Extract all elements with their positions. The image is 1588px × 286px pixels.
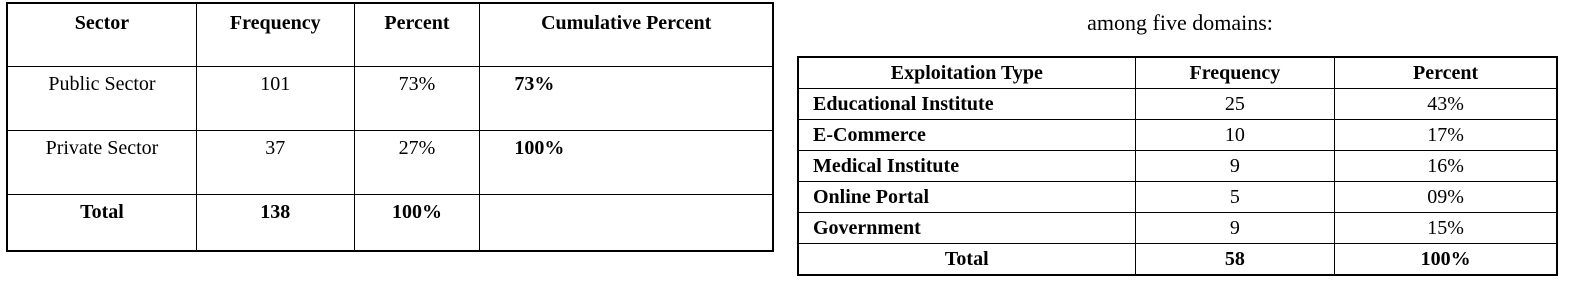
table-total-row <box>7 195 773 251</box>
cell-type: Government <box>798 213 1135 244</box>
cell-cumulative: 73% <box>480 67 773 131</box>
table-header-row <box>7 3 773 67</box>
cell-sector: Public Sector <box>7 67 196 131</box>
cell-frequency: 10 <box>1135 120 1335 151</box>
cell-type: Educational Institute <box>798 89 1135 120</box>
cell-frequency: 25 <box>1135 89 1335 120</box>
cell-total-percent: 100% <box>354 195 480 251</box>
header-cumulative-percent: Cumulative Percent <box>480 3 773 67</box>
header-exploitation-type: Exploitation Type <box>798 57 1135 89</box>
cell-type: Online Portal <box>798 182 1135 213</box>
cell-total-label: Total <box>798 244 1135 276</box>
cell-frequency: 9 <box>1135 213 1335 244</box>
cell-total-percent: 100% <box>1335 244 1557 276</box>
sector-table <box>6 2 774 252</box>
cell-frequency: 101 <box>196 67 354 131</box>
cell-type: Medical Institute <box>798 151 1135 182</box>
cell-sector: Private Sector <box>7 131 196 195</box>
table-row <box>798 182 1557 213</box>
table-row <box>798 120 1557 151</box>
cell-percent: 09% <box>1335 182 1557 213</box>
cell-percent: 15% <box>1335 213 1557 244</box>
cell-cumulative: 100% <box>480 131 773 195</box>
exploitation-table <box>797 56 1558 276</box>
cell-percent: 27% <box>354 131 480 195</box>
cell-total-label: Total <box>7 195 196 251</box>
table-caption: among five domains: <box>1087 10 1273 35</box>
header-frequency: Frequency <box>1135 57 1335 89</box>
header-percent: Percent <box>1335 57 1557 89</box>
cell-total-cumulative <box>480 195 773 251</box>
cell-total-frequency: 58 <box>1135 244 1335 276</box>
table-total-row <box>798 244 1557 276</box>
cell-percent: 17% <box>1335 120 1557 151</box>
table-row <box>7 131 773 195</box>
table-header-row <box>798 57 1557 89</box>
table-row <box>798 89 1557 120</box>
table-row <box>798 151 1557 182</box>
table-row <box>7 67 773 131</box>
header-percent: Percent <box>354 3 480 67</box>
header-frequency: Frequency <box>196 3 354 67</box>
cell-frequency: 5 <box>1135 182 1335 213</box>
cell-total-frequency: 138 <box>196 195 354 251</box>
cell-type: E-Commerce <box>798 120 1135 151</box>
header-sector: Sector <box>7 3 196 67</box>
cell-percent: 73% <box>354 67 480 131</box>
cell-frequency: 9 <box>1135 151 1335 182</box>
cell-percent: 43% <box>1335 89 1557 120</box>
table-row <box>798 213 1557 244</box>
cell-frequency: 37 <box>196 131 354 195</box>
cell-percent: 16% <box>1335 151 1557 182</box>
